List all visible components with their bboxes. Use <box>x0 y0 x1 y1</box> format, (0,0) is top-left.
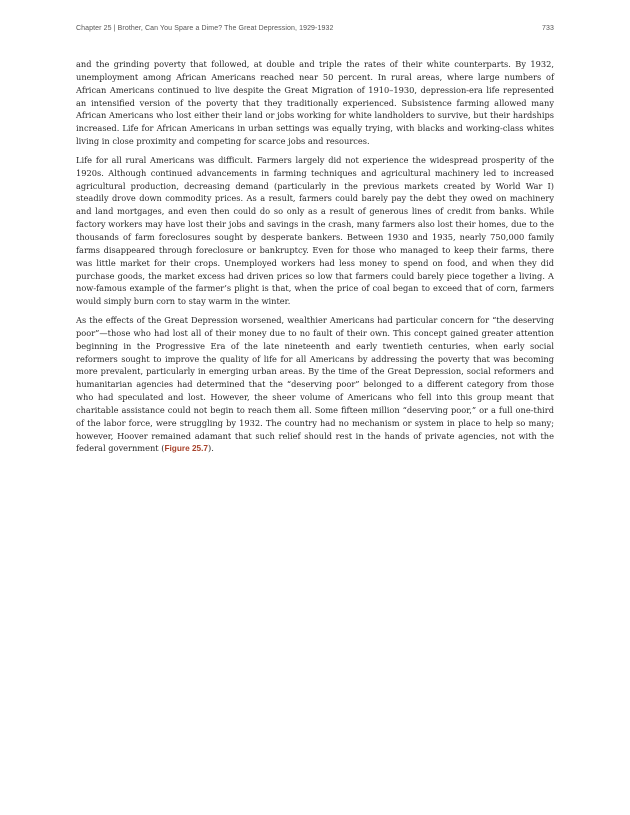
paragraph-3-text: As the effects of the Great Depression worsened, wealthier Americans had particular concern for “the deserving poor”—those who had lost all of their money due to no fault of their own. This concept gained greater attention beginning in the Progressive Era of the late nineteenth and early twentieth centuries, when early social reformers sought to improve the quality of life for all Americans by addressing the poverty that was becoming more prevalent, particularly in emerging urban areas. By the time of the Great Depression, social reformers and humanitarian agencies had determined that the “deserving poor” belonged to a different category from those who had speculated and lost. However, the sheer volume of Americans who fell into this group meant that charitable assistance could not begin to reach them all. Some fifteen million “deserving poor,” or a full one-third of the labor force, were struggling by 1932. The country had no mechanism or system in place to help so many; however, Hoover remained adamant that such relief should rest in the hands of private agencies, not with the federal government ( <box>76 315 554 454</box>
page-number: 733 <box>542 25 554 32</box>
running-header <box>76 25 554 32</box>
paragraph-1: and the grinding poverty that followed, at double and triple the rates of their white counterparts. By 1932, unemployment among African Americans reached near 50 percent. In rural areas, where large numbers of African Americans continued to live despite the Great Migration of 1910–1930, depression-era life represented an intensified version of the poverty that they traditionally experienced. Subsistence farming allowed many African Americans who lost either their land or jobs working for white landholders to survive, but their hardships increased. Life for African Americans in urban settings was equally trying, with blacks and working-class whites living in close proximity and competing for scarce jobs and resources. <box>76 59 554 147</box>
chapter-title: Chapter 25 | Brother, Can You Spare a Dime? The Great Depression, 1929-1932 <box>76 25 334 32</box>
paragraph-3-text-end: ). <box>208 443 214 454</box>
paragraph-3 <box>76 314 554 456</box>
body-text <box>76 58 554 462</box>
figure-link[interactable]: Figure 25.7 <box>164 444 209 454</box>
paragraph-2: Life for all rural Americans was difficult. Farmers largely did not experience the widespread prosperity of the 1920s. Although continued advancements in farming techniques and agricultural machinery led to increased agricultural production, decreasing demand (particularly in the previous markets created by World War I) steadily drove down commodity prices. As a result, farmers could barely pay the debt they owed on machinery and land mortgages, and even then could do so only as a result of generous lines of credit from banks. While factory workers may have lost their jobs and savings in the crash, many farmers also lost their homes, due to the thousands of farm foreclosures sought by desperate bankers. Between 1930 and 1935, nearly 750,000 family farms disappeared through foreclosure or bankruptcy. Even for those who managed to keep their farms, there was little market for their crops. Unemployed workers had less money to spend on food, and when they did purchase goods, the market excess had driven prices so low that farmers could barely piece together a living. A now-famous example of the farmer’s plight is that, when the price of coal began to exceed that of corn, farmers would simply burn corn to stay warm in the winter. <box>76 154 554 307</box>
